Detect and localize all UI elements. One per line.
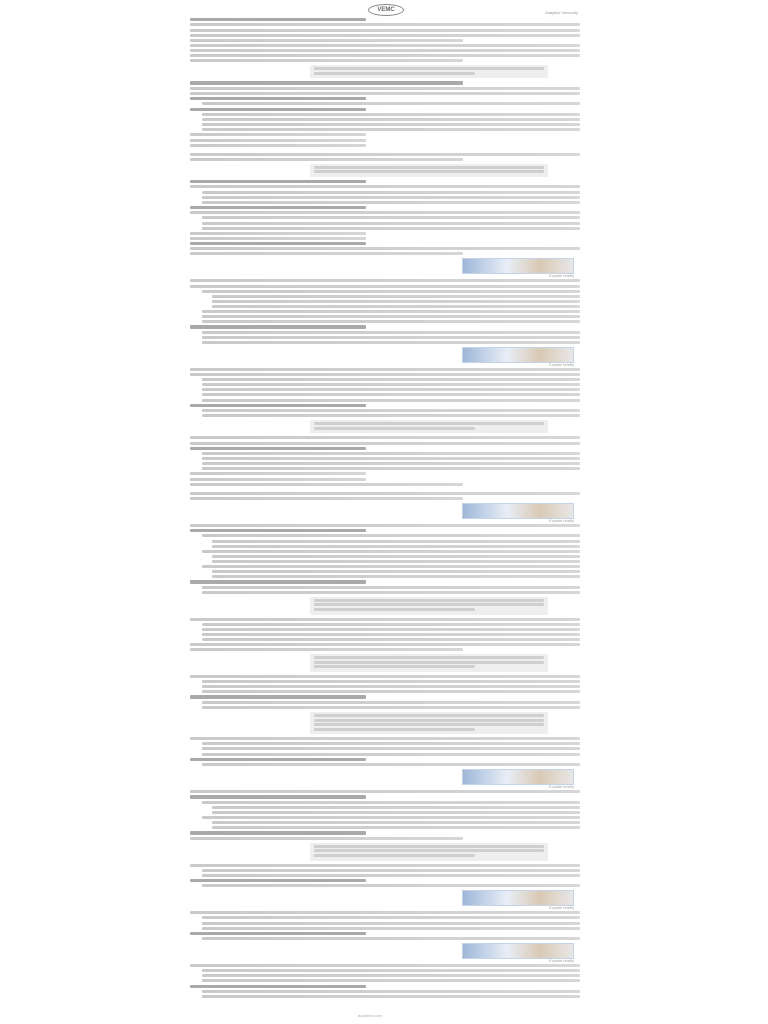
text-line (202, 801, 580, 804)
text-line (202, 336, 580, 339)
text-line (202, 969, 580, 972)
text-line (314, 608, 475, 611)
text-line (202, 690, 580, 693)
text-line (212, 806, 580, 809)
text-line (202, 315, 580, 318)
figure-caption: Explain briefly (549, 958, 574, 964)
text-line (314, 714, 544, 717)
logo: VEMC (368, 4, 404, 16)
section-label: Adaptive Immunity (545, 10, 578, 15)
heading (190, 529, 366, 532)
figure-caption: Explain briefly (549, 905, 574, 911)
text-line (202, 467, 580, 470)
text-line (202, 974, 580, 977)
text-line (202, 378, 580, 381)
text-line (190, 368, 580, 371)
text-line (202, 201, 580, 204)
text-line (190, 44, 580, 47)
text-line (314, 603, 544, 606)
text-line (202, 874, 580, 877)
text-line (190, 29, 580, 32)
text-line (202, 927, 580, 930)
text-line (190, 864, 580, 867)
heading (190, 758, 366, 761)
text-line (190, 648, 463, 651)
text-line (190, 436, 580, 439)
figure (190, 943, 580, 964)
text-line (202, 638, 580, 641)
text-line (314, 665, 475, 668)
text-line (190, 34, 580, 37)
text-line (202, 869, 580, 872)
text-line (190, 643, 580, 646)
text-line (190, 279, 580, 282)
text-line (190, 478, 366, 481)
text-line (190, 237, 366, 240)
heading (190, 81, 463, 84)
text-line (212, 826, 580, 829)
text-line (202, 633, 580, 636)
text-line (314, 166, 544, 169)
figure (190, 890, 580, 911)
text-line (202, 816, 580, 819)
text-line (190, 232, 366, 235)
text-line (212, 555, 580, 558)
text-line (190, 139, 366, 142)
heading (190, 180, 366, 183)
text-line (212, 545, 580, 548)
document-body (190, 18, 580, 1000)
note-box (310, 712, 548, 734)
text-line (202, 462, 580, 465)
text-line (190, 442, 580, 445)
figure-caption: Explain briefly (549, 517, 574, 523)
text-line (202, 102, 580, 105)
text-line (190, 92, 580, 95)
text-line (202, 216, 580, 219)
text-line (190, 737, 580, 740)
text-line (190, 524, 580, 527)
text-line (190, 39, 463, 42)
text-line (314, 661, 544, 664)
document-page (190, 4, 580, 1020)
text-line (190, 247, 580, 250)
heading (190, 447, 366, 450)
text-line (202, 753, 580, 756)
text-line (314, 422, 544, 425)
text-line (190, 211, 580, 214)
text-line (202, 331, 580, 334)
figure (190, 769, 580, 790)
text-line (314, 656, 544, 659)
text-line (190, 23, 580, 26)
text-line (202, 884, 580, 887)
note-box (310, 597, 548, 615)
text-line (202, 916, 580, 919)
text-line (212, 570, 580, 573)
text-line (202, 534, 580, 537)
figure (190, 347, 580, 365)
text-line (190, 153, 580, 156)
text-line (190, 837, 463, 840)
text-line (212, 575, 580, 578)
text-line (202, 409, 580, 412)
text-line (202, 701, 580, 704)
text-line (202, 457, 580, 460)
text-line (190, 54, 580, 57)
text-line (190, 472, 366, 475)
text-line (202, 706, 580, 709)
page-footer: docsend.com (358, 1013, 382, 1018)
text-line (314, 723, 544, 726)
text-line (202, 399, 580, 402)
text-line (190, 133, 366, 136)
text-line (202, 685, 580, 688)
figure-image (462, 890, 574, 906)
text-line (202, 565, 580, 568)
text-line (314, 170, 544, 173)
figure-image (462, 503, 574, 519)
text-line (212, 540, 580, 543)
note-box (310, 654, 548, 672)
text-line (314, 728, 475, 731)
text-line (202, 628, 580, 631)
heading (190, 879, 366, 882)
text-line (202, 123, 580, 126)
text-line (314, 854, 475, 857)
heading (190, 18, 366, 21)
heading (190, 325, 366, 328)
text-line (314, 719, 544, 722)
text-line (202, 310, 580, 313)
figure-caption: Explain briefly (549, 362, 574, 367)
text-line (190, 185, 580, 188)
heading (190, 242, 366, 245)
heading (190, 97, 366, 100)
heading (190, 795, 366, 798)
heading (190, 108, 366, 111)
text-line (202, 747, 580, 750)
text-line (190, 618, 580, 621)
figure (190, 258, 580, 279)
text-line (202, 113, 580, 116)
text-line (190, 59, 463, 62)
text-line (212, 300, 580, 303)
text-line (190, 158, 463, 161)
heading (190, 831, 366, 834)
note-box (310, 65, 548, 78)
heading (190, 695, 366, 698)
text-line (202, 591, 580, 594)
figure-caption: Explain briefly (549, 784, 574, 790)
text-line (202, 196, 580, 199)
text-line (202, 388, 580, 391)
text-line (212, 560, 580, 563)
text-line (190, 911, 580, 914)
heading (190, 932, 366, 935)
note-box (310, 164, 548, 177)
text-line (202, 979, 580, 982)
heading (190, 985, 366, 988)
text-line (202, 320, 580, 323)
text-line (190, 373, 580, 376)
heading (190, 580, 366, 583)
text-line (202, 922, 580, 925)
figure-image (462, 258, 574, 274)
text-line (202, 550, 580, 553)
figure-image (462, 347, 574, 363)
text-line (202, 227, 580, 230)
text-line (190, 87, 580, 90)
text-line (190, 144, 366, 147)
text-line (314, 72, 475, 75)
text-line (314, 599, 544, 602)
text-line (212, 295, 580, 298)
text-line (190, 790, 580, 793)
text-line (202, 452, 580, 455)
heading (190, 404, 366, 407)
text-line (202, 414, 580, 417)
text-line (202, 763, 580, 766)
text-line (202, 990, 580, 993)
text-line (202, 290, 580, 293)
text-line (202, 680, 580, 683)
figure-image (462, 769, 574, 785)
text-line (202, 118, 580, 121)
text-line (212, 821, 580, 824)
text-line (202, 128, 580, 131)
text-line (202, 995, 580, 998)
text-line (190, 675, 580, 678)
figure (190, 503, 580, 521)
text-line (190, 492, 580, 495)
heading (190, 206, 366, 209)
text-line (202, 383, 580, 386)
note-box (310, 843, 548, 861)
figure-caption: Explain briefly (549, 273, 574, 279)
note-box (310, 420, 548, 433)
text-line (202, 393, 580, 396)
text-line (190, 483, 463, 486)
text-line (190, 49, 580, 52)
text-line (202, 623, 580, 626)
text-line (190, 252, 463, 255)
text-line (212, 811, 580, 814)
text-line (202, 341, 580, 344)
figure-image (462, 943, 574, 959)
text-line (190, 964, 580, 967)
text-line (202, 937, 580, 940)
text-line (202, 586, 580, 589)
text-line (202, 191, 580, 194)
text-line (314, 845, 544, 848)
text-line (202, 742, 580, 745)
text-line (190, 285, 580, 288)
text-line (314, 67, 544, 70)
text-line (202, 222, 580, 225)
text-line (314, 427, 475, 430)
text-line (212, 305, 580, 308)
text-line (314, 849, 544, 852)
text-line (190, 497, 463, 500)
